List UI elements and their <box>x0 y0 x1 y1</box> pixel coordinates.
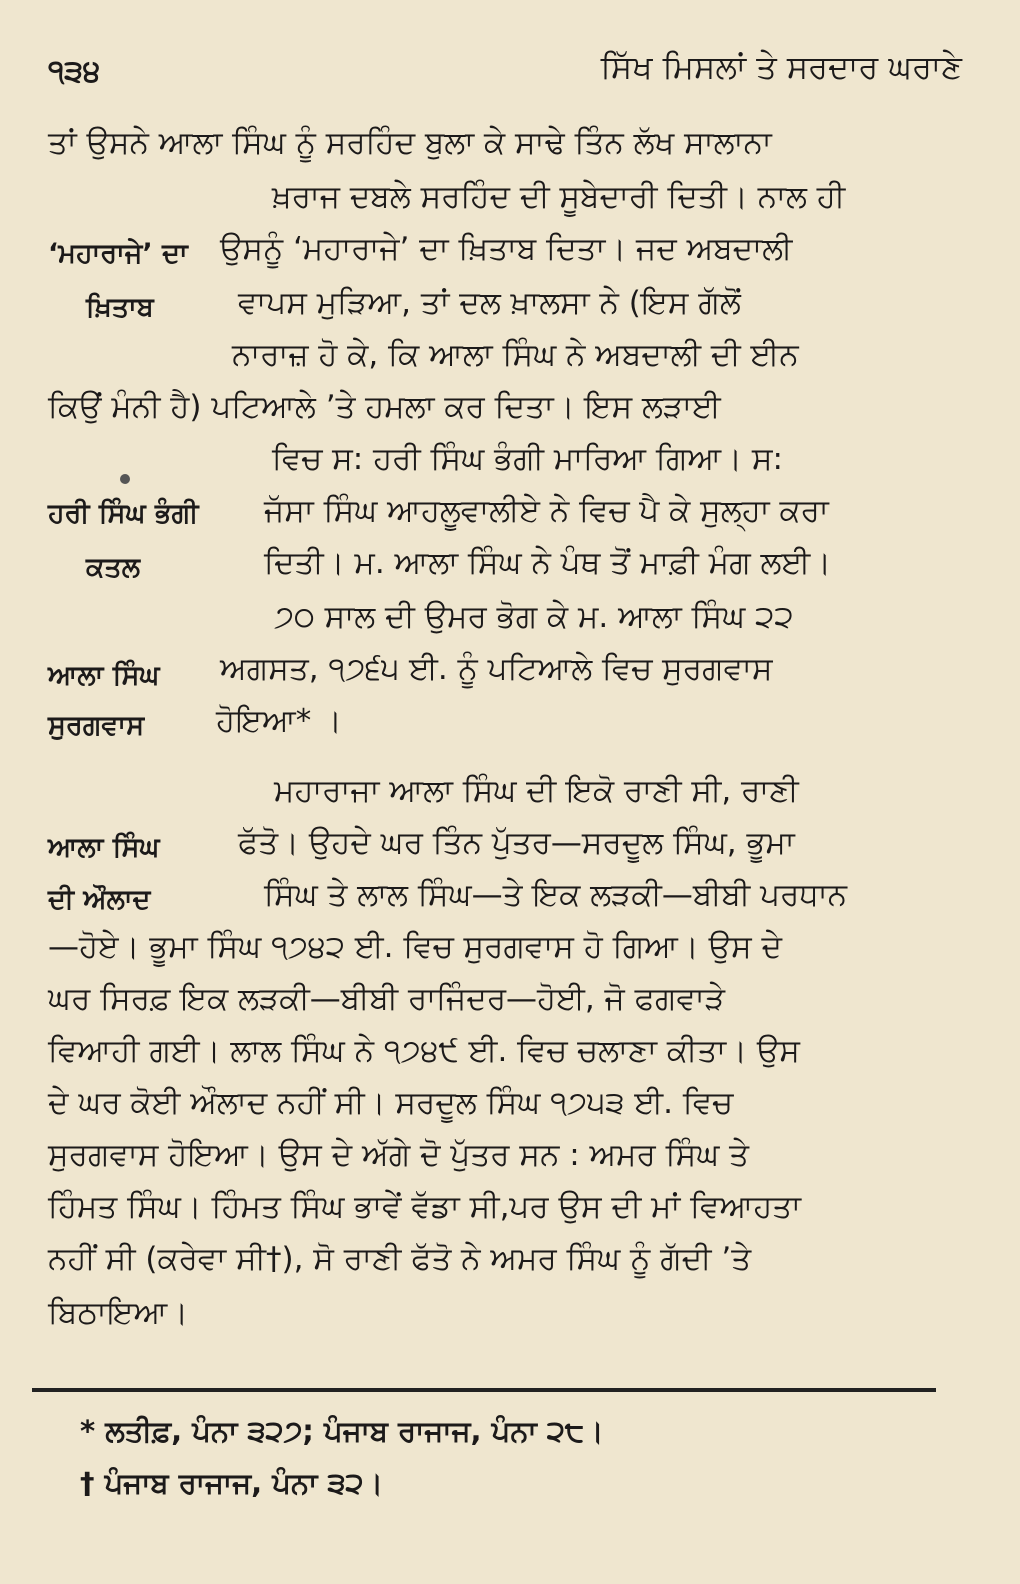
ink-speck <box>120 474 130 484</box>
body-line-16: —ਹੋਏ। ਭੂਮਾ ਸਿੰਘ ੧੭੪੨ ਈ. ਵਿਚ ਸੁਰਗਵਾਸ ਹੋ ਗਿਆ। ਉਸ ਦੇ <box>48 929 783 965</box>
footnote-2: † ਪੰਜਾਬ ਰਾਜਾਜ, ਪੰਨਾ ੩੨। <box>80 1466 384 1500</box>
body-line-5: ਨਾਰਾਜ਼ ਹੋ ਕੇ, ਕਿ ਆਲਾ ਸਿੰਘ ਨੇ ਅਬਦਾਲੀ ਦੀ ਈਨ <box>232 337 799 373</box>
running-title: ਸਿੱਖ ਮਿਸਲਾਂ ਤੇ ਸਰਦਾਰ ਘਰਾਣੇ <box>600 48 962 86</box>
body-line-13: ਮਹਾਰਾਜਾ ਆਲਾ ਸਿੰਘ ਦੀ ਇਕੋ ਰਾਣੀ ਸੀ, ਰਾਣੀ <box>274 773 799 809</box>
body-line-15: ਸਿੰਘ ਤੇ ਲਾਲ ਸਿੰਘ—ਤੇ ਇਕ ਲੜਕੀ—ਬੀਬੀ ਪਰਧਾਨ <box>264 877 848 913</box>
footnote-divider <box>32 1388 936 1392</box>
margin-note-hari-singh: ਹਰੀ ਸਿੰਘ ਭੰਗੀ <box>48 498 199 529</box>
body-line-1: ਤਾਂ ਉਸਨੇ ਆਲਾ ਸਿੰਘ ਨੂੰ ਸਰਹਿੰਦ ਬੁਲਾ ਕੇ ਸਾਢੇ ਤਿੰਨ ਲੱਖ ਸਾਲਾਨਾ <box>48 125 772 161</box>
margin-note-khitab: ਖ਼ਿਤਾਬ <box>86 292 154 323</box>
body-line-21: ਹਿੰਮਤ ਸਿੰਘ। ਹਿੰਮਤ ਸਿੰਘ ਭਾਵੇਂ ਵੱਡਾ ਸੀ,ਪਰ ਉਸ ਦੀ ਮਾਂ ਵਿਆਹਤਾ <box>48 1189 802 1225</box>
page-header <box>48 40 962 92</box>
body-line-23: ਬਿਠਾਇਆ। <box>48 1295 189 1331</box>
body-line-19: ਦੇ ਘਰ ਕੋਈ ਔਲਾਦ ਨਹੀਂ ਸੀ। ਸਰਦੂਲ ਸਿੰਘ ੧੭੫੩ ਈ. ਵਿਚ <box>48 1085 734 1121</box>
body-line-3: ਉਸਨੂੰ ‘ਮਹਾਰਾਜੇ’ ਦਾ ਖ਼ਿਤਾਬ ਦਿਤਾ। ਜਦ ਅਬਦਾਲੀ <box>220 231 793 267</box>
page-number: ੧੩੪ <box>48 54 101 89</box>
margin-note-maharaje: ‘ਮਹਾਰਾਜੇ’ ਦਾ <box>48 238 188 269</box>
body-line-14: ਫੱਤੋ। ਉਹਦੇ ਘਰ ਤਿੰਨ ਪੁੱਤਰ—ਸਰਦੂਲ ਸਿੰਘ, ਭੂਮਾ <box>238 825 795 861</box>
body-line-11: ਅਗਸਤ, ੧੭੬੫ ਈ. ਨੂੰ ਪਟਿਆਲੇ ਵਿਚ ਸੁਰਗਵਾਸ <box>220 651 773 687</box>
body-line-22: ਨਹੀਂ ਸੀ (ਕਰੇਵਾ ਸੀ†), ਸੋ ਰਾਣੀ ਫੱਤੋ ਨੇ ਅਮਰ ਸਿੰਘ ਨੂੰ ਗੱਦੀ ’ਤੇ <box>48 1241 752 1277</box>
body-line-18: ਵਿਆਹੀ ਗਈ। ਲਾਲ ਸਿੰਘ ਨੇ ੧੭੪੯ ਈ. ਵਿਚ ਚਲਾਣਾ ਕੀਤਾ। ਉਸ <box>48 1033 800 1069</box>
body-line-4: ਵਾਪਸ ਮੁੜਿਆ, ਤਾਂ ਦਲ ਖ਼ਾਲਸਾ ਨੇ (ਇਸ ਗੱਲੋਂ <box>238 285 741 321</box>
margin-note-surgvas: ਸੁਰਗਵਾਸ <box>48 710 145 741</box>
footnote-1: * ਲਤੀਫ਼, ਪੰਨਾ ੩੨੭; ਪੰਜਾਬ ਰਾਜਾਜ, ਪੰਨਾ ੨੮। <box>80 1414 604 1448</box>
body-line-8: ਜੱਸਾ ਸਿੰਘ ਆਹਲੂਵਾਲੀਏ ਨੇ ਵਿਚ ਪੈ ਕੇ ਸੁਲ੍ਹਾ ਕਰਾ <box>264 493 829 529</box>
body-line-20: ਸੁਰਗਵਾਸ ਹੋਇਆ। ਉਸ ਦੇ ਅੱਗੇ ਦੋ ਪੁੱਤਰ ਸਨ : ਅਮਰ ਸਿੰਘ ਤੇ <box>48 1137 750 1173</box>
body-line-6: ਕਿਉਂ ਮੰਨੀ ਹੈ) ਪਟਿਆਲੇ ’ਤੇ ਹਮਲਾ ਕਰ ਦਿਤਾ। ਇਸ ਲੜਾਈ <box>48 389 721 425</box>
margin-note-aulad: ਦੀ ਔਲਾਦ <box>48 884 151 915</box>
margin-note-ala-singh-1: ਆਲਾ ਸਿੰਘ <box>48 660 160 691</box>
margin-note-katal: ਕਤਲ <box>86 552 140 583</box>
body-line-12: ਹੋਇਆ* । <box>216 703 342 739</box>
body-line-9: ਦਿਤੀ। ਮ. ਆਲਾ ਸਿੰਘ ਨੇ ਪੰਥ ਤੋਂ ਮਾਫ਼ੀ ਮੰਗ ਲਈ। <box>264 545 832 581</box>
body-line-17: ਘਰ ਸਿਰਫ਼ ਇਕ ਲੜਕੀ—ਬੀਬੀ ਰਾਜਿੰਦਰ—ਹੋਈ, ਜੋ ਫਗਵਾੜੇ <box>48 981 725 1017</box>
body-line-2: ਖ਼ਰਾਜ ਦਬਲੇ ਸਰਹਿੰਦ ਦੀ ਸੂਬੇਦਾਰੀ ਦਿਤੀ। ਨਾਲ ਹੀ <box>272 179 846 215</box>
margin-note-ala-singh-2: ਆਲਾ ਸਿੰਘ <box>48 832 160 863</box>
body-line-7: ਵਿਚ ਸ: ਹਰੀ ਸਿੰਘ ਭੰਗੀ ਮਾਰਿਆ ਗਿਆ। ਸ: <box>272 441 784 477</box>
body-line-10: ੭੦ ਸਾਲ ਦੀ ਉਮਰ ਭੋਗ ਕੇ ਮ. ਆਲਾ ਸਿੰਘ ੨੨ <box>274 599 794 635</box>
